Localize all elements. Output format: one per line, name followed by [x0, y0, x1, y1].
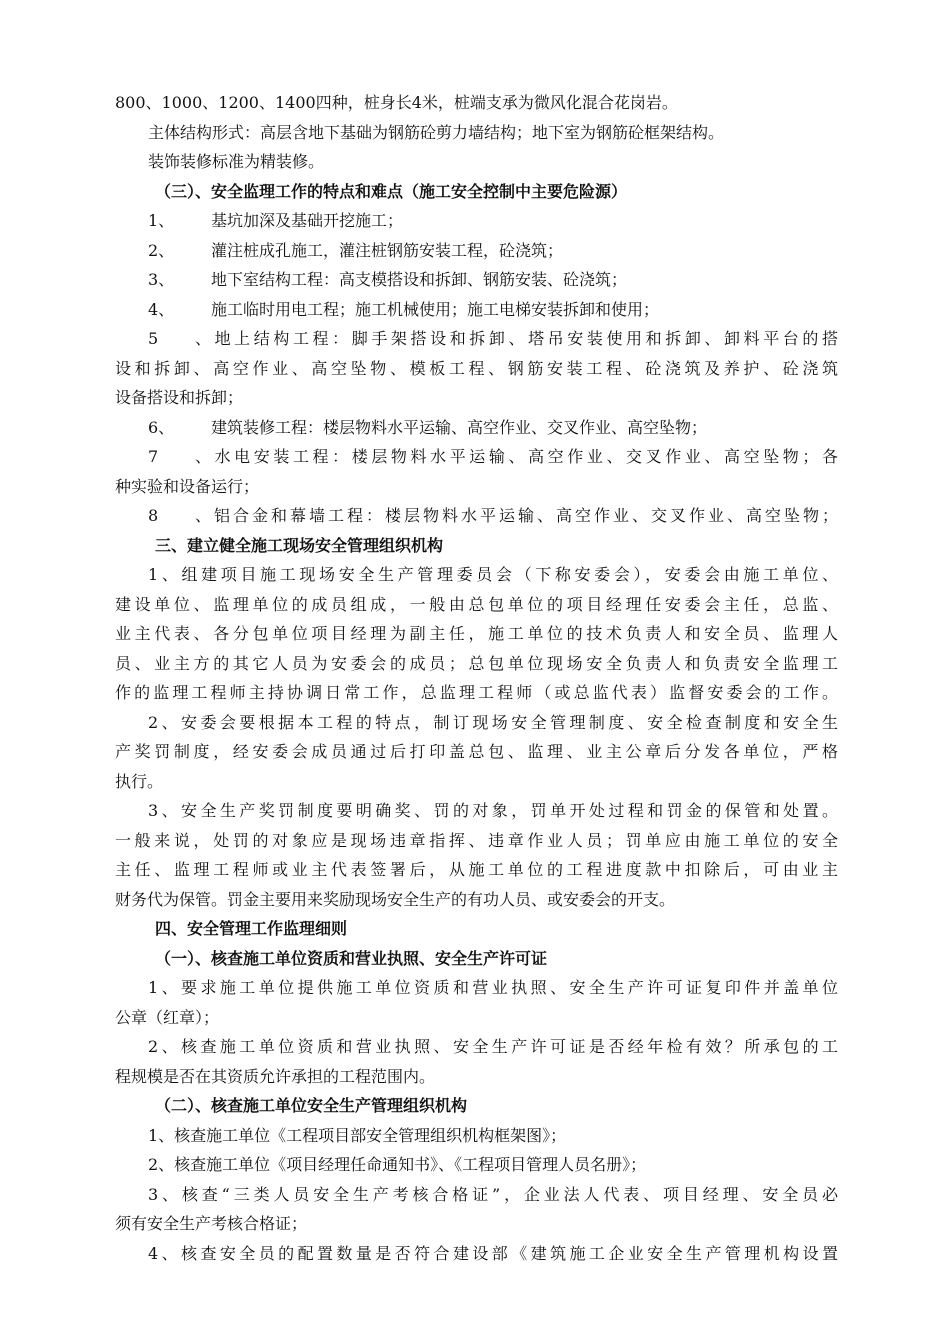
paragraph-line: [115, 590, 838, 620]
line-text: 一般来说，处罚的对象应是现场违章指挥、违章作业人员；罚单应由施工单位的安全: [115, 830, 838, 850]
line-text: 1、要求施工单位提供施工单位资质和营业执照、安全生产许可证复印件并盖单位: [148, 978, 838, 997]
list-number: 1、: [148, 211, 175, 230]
line-text: 水电安装工程：楼层物料水平运输、高空作业、交叉作业、高空坠物；各: [211, 447, 838, 466]
paragraph-line: [115, 708, 838, 738]
list-number: 3、: [148, 270, 175, 289]
line-text: 种实验和设备运行；: [115, 476, 260, 496]
section-heading: [115, 531, 838, 561]
paragraph-line: [115, 649, 838, 679]
line-text: 4、核查安全员的配置数量是否符合建设部《建筑施工企业安全生产管理机构设置: [148, 1243, 838, 1263]
line-text: 须有安全生产考核合格证；: [115, 1214, 308, 1233]
section-heading: [115, 944, 838, 974]
paragraph-line: [115, 767, 838, 797]
line-text: 程规模是否在其资质允许承担的工程范围内。: [115, 1066, 436, 1086]
paragraph-line: [115, 619, 838, 649]
list-number: 4、: [148, 299, 175, 319]
paragraph-line: [115, 1032, 838, 1062]
paragraph-line: [115, 560, 838, 590]
paragraph-line: [115, 383, 838, 413]
line-text: 1、核查施工单位《工程项目部安全管理组织机构框架图》；: [148, 1125, 567, 1145]
paragraph-line: [115, 1062, 838, 1092]
paragraph-line: [115, 885, 838, 915]
section-heading: [115, 914, 838, 944]
line-text: （二）、核查施工单位安全生产管理组织机构: [155, 1096, 468, 1115]
line-text: 产奖罚制度，经安委会成员通过后打印盖总包、监理、业主公章后分发各单位，严格: [115, 742, 838, 761]
line-text: 1、组建项目施工现场安全生产管理委员会（下称安委会），安委会由施工单位、: [148, 565, 838, 584]
line-text: 执行。: [115, 771, 164, 791]
line-text: 基坑加深及基础开挖施工；: [211, 211, 404, 230]
paragraph-line: [115, 1150, 838, 1180]
paragraph-line: [115, 236, 838, 266]
line-text: 铝合金和幕墙工程：楼层物料水平运输、高空作业、交叉作业、高空坠物；: [211, 506, 838, 525]
paragraph-line: [115, 88, 838, 118]
line-text: 公章（红章）；: [115, 1007, 220, 1027]
paragraph-line: [115, 678, 838, 708]
line-text: 主体结构形式：高层含地下基础为钢筋砼剪力墙结构；地下室为钢筋砼框架结构。: [148, 122, 725, 142]
paragraph-line: [115, 472, 838, 502]
line-text: 2、安委会要根据本工程的特点，制订现场安全管理制度、安全检查制度和安全生: [148, 712, 838, 732]
paragraph-line: [115, 295, 838, 325]
paragraph-line: [115, 265, 838, 295]
line-text: 2、核查施工单位资质和营业执照、安全生产许可证是否经年检有效？所承包的工: [148, 1037, 838, 1056]
paragraph-line: [115, 796, 838, 826]
line-text: 3、核查“三类人员安全生产考核合格证”，企业法人代表、项目经理、安全员必: [148, 1184, 838, 1204]
line-text: 地上结构工程：脚手架搭设和拆卸、塔吊安装使用和拆卸、卸料平台的搭: [211, 329, 838, 348]
section-heading: [115, 1091, 838, 1121]
list-number: 7、: [148, 447, 211, 466]
paragraph-line: [115, 1121, 838, 1151]
paragraph-line: [115, 826, 838, 856]
line-text: 灌注桩成孔施工，灌注桩钢筋安装工程，砼浇筑；: [211, 240, 564, 260]
line-text: 装饰装修标准为精装修。: [148, 152, 325, 171]
paragraph-line: [115, 442, 838, 472]
paragraph-line: [115, 354, 838, 384]
paragraph-line: [115, 1003, 838, 1033]
paragraph-line: [115, 973, 838, 1003]
line-text: 800、1000、1200、1400四种，桩身长4米，桩端支承为微风化混合花岗岩。: [115, 93, 678, 112]
paragraph-line: [115, 147, 838, 177]
line-text: 主任、监理工程师或业主代表签署后，从施工单位的工程进度款中扣除后，可由业主: [115, 860, 838, 879]
line-text: 建设单位、监理单位的成员组成，一般由总包单位的项目经理任安委会主任，总监、: [115, 594, 838, 614]
line-text: 地下室结构工程：高支模搭设和拆卸、钢筋安装、砼浇筑；: [211, 270, 628, 289]
paragraph-line: [115, 413, 838, 443]
paragraph-line: [115, 501, 838, 531]
line-text: （三）、安全监理工作的特点和难点（施工安全控制中主要危险源）: [155, 181, 628, 201]
line-text: 设备搭设和拆卸；: [115, 388, 244, 407]
line-text: 2、核查施工单位《项目经理任命通知书》、《工程项目管理人员名册》；: [148, 1155, 647, 1174]
paragraph-line: [115, 206, 838, 236]
paragraph-line: [115, 324, 838, 354]
list-number: 2、: [148, 240, 175, 260]
line-text: 财务代为保管。罚金主要用来奖励现场安全生产的有功人员、或安委会的开支。: [115, 889, 676, 909]
line-text: 业主代表、各分包单位项目经理为副主任，施工单位的技术负责人和安全员、监理人: [115, 624, 838, 643]
paragraph-line: [115, 737, 838, 767]
paragraph-line: [115, 855, 838, 885]
paragraph-line: [115, 118, 838, 148]
list-number: 8、: [148, 506, 211, 525]
line-text: （一）、核查施工单位资质和营业执照、安全生产许可证: [155, 948, 548, 968]
list-number: 5、: [148, 329, 211, 348]
paragraph-line: [115, 1209, 838, 1239]
line-text: 3、安全生产奖罚制度要明确奖、罚的对象，罚单开处过程和罚金的保管和处置。: [148, 801, 838, 820]
line-text: 设和拆卸、高空作业、高空坠物、模板工程、钢筋安装工程、砼浇筑及养护、砼浇筑: [115, 358, 838, 378]
line-text: 员、业主方的其它人员为安委会的成员；总包单位现场安全负责人和负责安全监理工: [115, 653, 838, 673]
line-text: 四、安全管理工作监理细则: [155, 919, 348, 938]
line-text: 施工临时用电工程；施工机械使用；施工电梯安装拆卸和使用；: [211, 299, 660, 319]
paragraph-line: [115, 1180, 838, 1210]
line-text: 三、建立健全施工现场安全管理组织机构: [155, 535, 444, 555]
paragraph-line: [115, 1239, 838, 1269]
list-number: 6、: [148, 417, 175, 437]
line-text: 建筑装修工程：楼层物料水平运输、高空作业、交叉作业、高空坠物；: [211, 417, 708, 437]
line-text: 作的监理工程师主持协调日常工作，总监理工程师（或总监代表）监督安委会的工作。: [115, 683, 838, 702]
section-heading: [115, 177, 838, 207]
